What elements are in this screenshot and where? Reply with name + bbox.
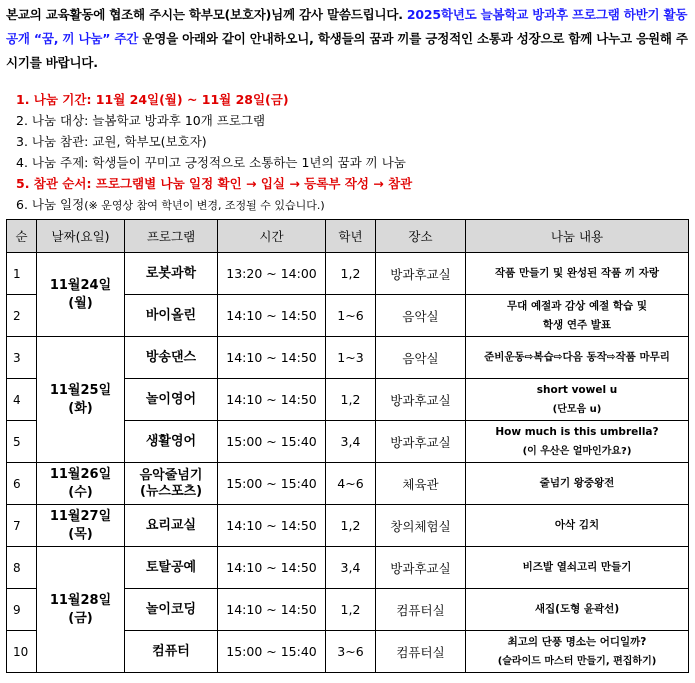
row-no: 10 <box>7 631 37 673</box>
grade-cell: 1,2 <box>326 379 376 421</box>
info-item-schedule-note: (※ 운영상 참여 학년이 변경, 조정될 수 있습니다.) <box>84 199 325 212</box>
intro-text-1: 본교의 교육활동에 협조해 주시는 학부모(보호자)님께 감사 말씀드립니다. <box>6 7 407 22</box>
content-cell <box>466 337 689 379</box>
time-cell: 14:10 ~ 14:50 <box>218 337 326 379</box>
time-cell: 15:00 ~ 15:40 <box>218 421 326 463</box>
info-list <box>16 89 686 216</box>
content-line-2: (단모음 u) <box>552 403 602 415</box>
info-item-target: 2. 나눔 대상: 늘봄학교 방과후 10개 프로그램 <box>16 113 266 128</box>
date-label: 11월27일 <box>49 508 112 524</box>
content-line-2: (이 우산은 얼마인가요?) <box>522 445 632 457</box>
place-cell: 음악실 <box>376 295 466 337</box>
place-cell: 방과후교실 <box>376 421 466 463</box>
date-cell <box>37 505 125 547</box>
place-cell: 체육관 <box>376 463 466 505</box>
content-line: 새집(도형 윤곽선) <box>534 603 620 615</box>
row-no: 2 <box>7 295 37 337</box>
row-no: 9 <box>7 589 37 631</box>
content-line: How much is this umbrella? <box>495 425 659 438</box>
header-grade: 학년 <box>326 220 376 253</box>
program-name: 음악줄넘기 <box>139 467 203 483</box>
grade-cell: 3,4 <box>326 421 376 463</box>
info-item-schedule-label: 6. 나눔 일정 <box>16 197 85 212</box>
content-cell <box>466 421 689 463</box>
date-day: (금) <box>68 610 93 626</box>
content-line: 아삭 김치 <box>554 519 600 531</box>
content-cell <box>466 631 689 673</box>
place-cell: 방과후교실 <box>376 253 466 295</box>
table-row <box>7 337 689 379</box>
place-cell: 방과후교실 <box>376 379 466 421</box>
row-no: 5 <box>7 421 37 463</box>
content-line: short vowel u <box>536 383 618 396</box>
info-item-period: 1. 나눔 기간: 11월 24일(월) ~ 11월 28일(금) <box>16 92 289 107</box>
grade-cell: 1~6 <box>326 295 376 337</box>
table-row <box>7 547 689 589</box>
date-cell <box>37 463 125 505</box>
schedule-table <box>6 219 689 673</box>
place-cell: 음악실 <box>376 337 466 379</box>
header-program: 프로그램 <box>125 220 218 253</box>
content-cell <box>466 547 689 589</box>
content-cell <box>466 379 689 421</box>
program-cell: 바이올린 <box>125 295 218 337</box>
header-date: 날짜(요일) <box>37 220 125 253</box>
program-cell: 컴퓨터 <box>125 631 218 673</box>
info-item-schedule <box>16 194 686 216</box>
place-cell: 컴퓨터실 <box>376 631 466 673</box>
intro-paragraph <box>6 3 690 75</box>
program-name-2: (뉴스포츠) <box>139 483 203 499</box>
info-item-order: 5. 참관 순서: 프로그램별 나눔 일정 확인 → 입실 → 등록부 작성 → 참관 <box>16 176 413 191</box>
date-day: (화) <box>68 400 93 416</box>
content-line: 비즈발 열쇠고리 만들기 <box>522 561 632 573</box>
content-line-2: 학생 연주 발표 <box>542 318 612 331</box>
place-cell: 창의체험실 <box>376 505 466 547</box>
content-line-2: (슬라이드 마스터 만들기, 편집하기) <box>497 655 657 667</box>
program-cell: 요리교실 <box>125 505 218 547</box>
header-no: 순 <box>7 220 37 253</box>
date-day: (수) <box>68 484 93 500</box>
date-day: (월) <box>68 295 93 311</box>
content-line: 준비운동⇨복습⇨다음 동작⇨작품 마무리 <box>484 351 670 363</box>
date-label: 11월28일 <box>49 592 112 608</box>
grade-cell: 1,2 <box>326 589 376 631</box>
row-no: 6 <box>7 463 37 505</box>
table-row <box>7 253 689 295</box>
grade-cell: 1~3 <box>326 337 376 379</box>
intro-highlight: 2025학년도 늘봄학교 방과후 프로그램 하반기 활동 공개 “꿈, 끼 나눔” 주간 <box>6 7 688 46</box>
table-row <box>7 505 689 547</box>
row-no: 8 <box>7 547 37 589</box>
grade-cell: 1,2 <box>326 253 376 295</box>
content-line: 작품 만들기 및 완성된 작품 끼 자랑 <box>495 267 659 279</box>
date-label: 11월25일 <box>49 382 112 398</box>
content-cell <box>466 505 689 547</box>
row-no: 1 <box>7 253 37 295</box>
header-place: 장소 <box>376 220 466 253</box>
time-cell: 14:10 ~ 14:50 <box>218 589 326 631</box>
time-cell: 15:00 ~ 15:40 <box>218 631 326 673</box>
place-cell: 컴퓨터실 <box>376 589 466 631</box>
time-cell: 14:10 ~ 14:50 <box>218 505 326 547</box>
row-no: 4 <box>7 379 37 421</box>
program-cell: 놀이코딩 <box>125 589 218 631</box>
date-cell <box>37 253 125 337</box>
info-item-theme: 4. 나눔 주제: 학생들이 꾸미고 긍정적으로 소통하는 1년의 꿈과 끼 나눔 <box>16 155 406 170</box>
content-line: 무대 예절과 감상 예절 학습 및 <box>507 299 647 312</box>
program-cell: 생활영어 <box>125 421 218 463</box>
content-line: 최고의 단풍 명소는 어디일까? <box>507 635 647 648</box>
content-cell <box>466 295 689 337</box>
time-cell: 13:20 ~ 14:00 <box>218 253 326 295</box>
date-label: 11월26일 <box>49 466 112 482</box>
grade-cell: 3~6 <box>326 631 376 673</box>
program-cell: 놀이영어 <box>125 379 218 421</box>
grade-cell: 3,4 <box>326 547 376 589</box>
time-cell: 14:10 ~ 14:50 <box>218 547 326 589</box>
time-cell: 14:10 ~ 14:50 <box>218 379 326 421</box>
date-cell <box>37 547 125 673</box>
program-cell: 로봇과학 <box>125 253 218 295</box>
row-no: 7 <box>7 505 37 547</box>
content-cell <box>466 463 689 505</box>
time-cell: 15:00 ~ 15:40 <box>218 463 326 505</box>
date-label: 11월24일 <box>49 277 112 293</box>
info-item-observers: 3. 나눔 참관: 교원, 학부모(보호자) <box>16 134 207 149</box>
grade-cell: 4~6 <box>326 463 376 505</box>
content-cell <box>466 589 689 631</box>
program-cell: 방송댄스 <box>125 337 218 379</box>
grade-cell: 1,2 <box>326 505 376 547</box>
content-line: 줄넘기 왕중왕전 <box>539 477 615 489</box>
content-cell <box>466 253 689 295</box>
place-cell: 방과후교실 <box>376 547 466 589</box>
program-cell <box>125 463 218 505</box>
intro-text-2: 운영을 아래와 같이 안내하오니, 학생들의 꿈과 끼를 긍정적인 소통과 성장으로 함께 나누고 응원해 주시기를 바랍니다. <box>6 31 688 70</box>
header-content: 나눔 내용 <box>466 220 689 253</box>
table-row <box>7 463 689 505</box>
time-cell: 14:10 ~ 14:50 <box>218 295 326 337</box>
table-header-row <box>7 220 689 253</box>
program-cell: 토탈공예 <box>125 547 218 589</box>
date-day: (목) <box>68 526 93 542</box>
row-no: 3 <box>7 337 37 379</box>
date-cell <box>37 337 125 463</box>
header-time: 시간 <box>218 220 326 253</box>
